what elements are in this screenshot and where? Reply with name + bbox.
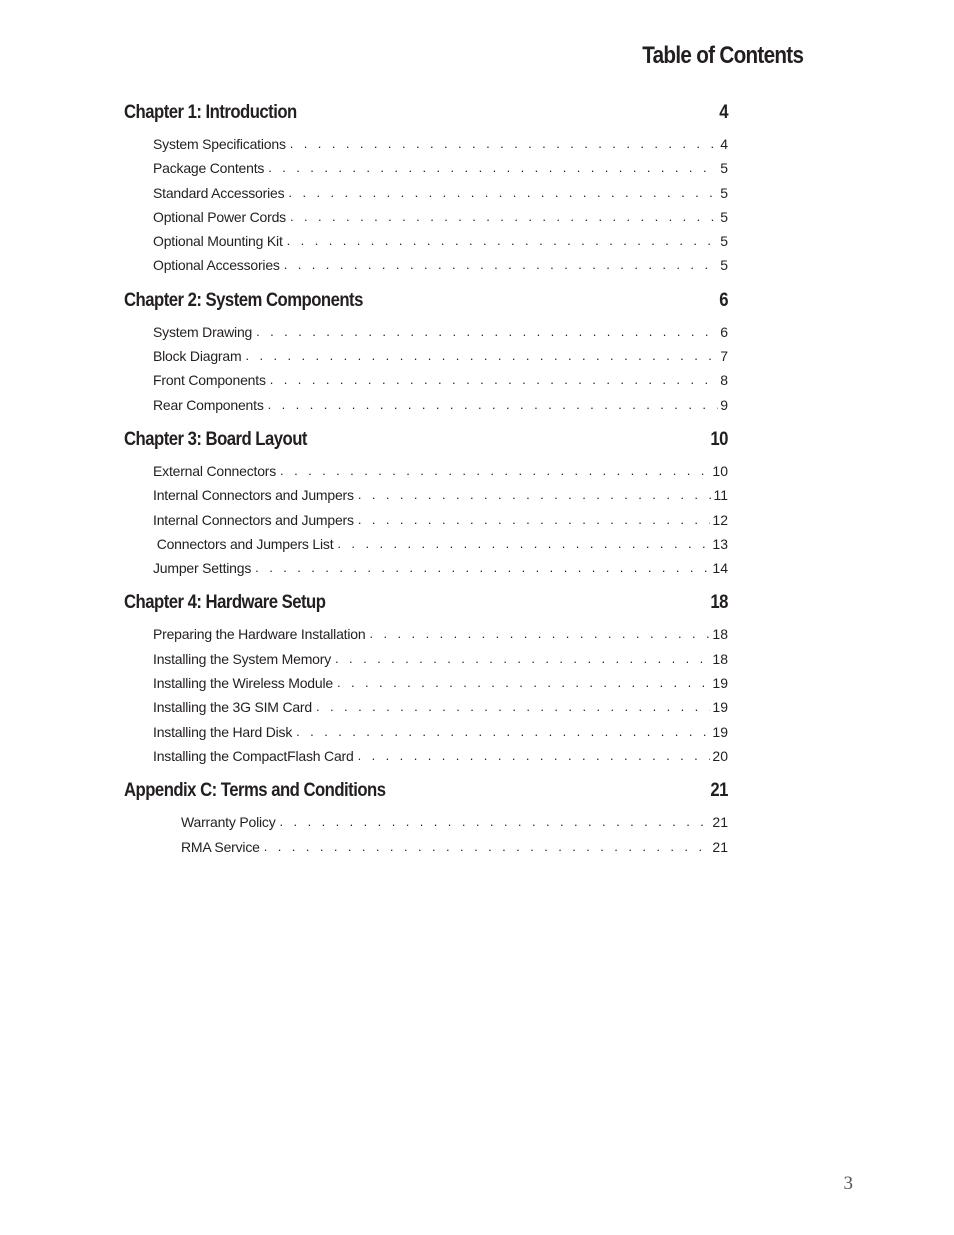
entry-page-number: 6 xyxy=(720,323,728,340)
toc-entry[interactable] xyxy=(124,560,728,584)
toc-entry[interactable] xyxy=(124,814,728,838)
dot-leader xyxy=(284,257,718,272)
entry-page-number: 13 xyxy=(712,535,728,552)
entry-title: Warranty Policy xyxy=(181,814,276,831)
toc-entry[interactable] xyxy=(124,699,728,723)
toc-entry[interactable] xyxy=(124,463,728,487)
chapter-heading[interactable] xyxy=(124,592,728,620)
chapter-entries xyxy=(124,463,728,592)
toc-entry[interactable] xyxy=(124,487,728,511)
entry-page-number: 19 xyxy=(712,699,728,716)
page-number: 3 xyxy=(843,1173,853,1194)
dot-leader xyxy=(287,233,719,248)
entry-title: Package Contents xyxy=(153,160,265,177)
entry-page-number: 5 xyxy=(720,233,728,250)
chapter-entries xyxy=(124,814,728,871)
entry-title: Installing the CompactFlash Card xyxy=(153,747,354,764)
entry-title: Jumper Settings xyxy=(153,560,252,577)
dot-leader xyxy=(268,160,718,175)
entry-title: Optional Accessories xyxy=(153,257,280,274)
entry-title: Preparing the Hardware Installation xyxy=(153,626,366,643)
entry-page-number: 19 xyxy=(712,675,728,692)
dot-leader xyxy=(290,209,718,224)
entry-page-number: 10 xyxy=(712,462,728,479)
toc-entry[interactable] xyxy=(124,185,728,209)
entry-page-number: 18 xyxy=(712,650,728,667)
entry-title: Rear Components xyxy=(153,396,264,413)
entry-page-number: 9 xyxy=(720,396,728,413)
entry-page-number: 5 xyxy=(720,160,728,177)
toc-entry[interactable] xyxy=(124,512,728,536)
dot-leader xyxy=(256,324,718,339)
chapter-title: Chapter 1: Introduction xyxy=(124,102,297,123)
toc-entry[interactable] xyxy=(124,136,728,160)
toc-entry[interactable] xyxy=(124,626,728,650)
dot-leader xyxy=(296,724,710,739)
chapter-2 xyxy=(124,290,728,429)
chapter-page-number: 21 xyxy=(710,780,728,802)
chapter-page-number: 6 xyxy=(719,289,728,311)
dot-leader xyxy=(290,136,718,151)
dot-leader xyxy=(280,814,711,829)
toc-entry[interactable] xyxy=(124,233,728,257)
entry-title: Front Components xyxy=(153,372,266,389)
appendix-c xyxy=(124,780,728,871)
dot-leader xyxy=(369,626,710,641)
toc-entry[interactable] xyxy=(124,348,728,372)
toc-entry[interactable] xyxy=(124,675,728,699)
entry-title: System Specifications xyxy=(153,136,286,152)
chapter-heading[interactable] xyxy=(124,429,728,457)
toc-entry[interactable] xyxy=(124,839,728,863)
entry-page-number: 19 xyxy=(712,723,728,740)
chapter-entries xyxy=(124,626,728,780)
entry-page-number: 5 xyxy=(720,184,728,201)
dot-leader xyxy=(335,651,710,666)
toc-entry[interactable] xyxy=(124,536,728,560)
entry-page-number: 11 xyxy=(713,487,728,504)
entry-title: Installing the Wireless Module xyxy=(153,675,333,692)
toc-entry[interactable] xyxy=(124,257,728,281)
toc-entry[interactable] xyxy=(124,160,728,184)
entry-title: Installing the 3G SIM Card xyxy=(153,699,312,716)
chapter-3 xyxy=(124,429,728,592)
toc-entry[interactable] xyxy=(124,748,728,772)
dot-leader xyxy=(268,397,719,412)
entry-title: Optional Mounting Kit xyxy=(153,233,283,250)
dot-leader xyxy=(337,536,710,551)
entry-page-number: 21 xyxy=(712,814,728,831)
toc-entry[interactable] xyxy=(124,724,728,748)
dot-leader xyxy=(280,463,710,478)
toc-entry[interactable] xyxy=(124,397,728,421)
entry-title: Block Diagram xyxy=(153,348,242,365)
entry-page-number: 5 xyxy=(720,257,728,274)
chapter-4 xyxy=(124,592,728,780)
chapter-page-number: 18 xyxy=(710,592,728,614)
toc-entry[interactable] xyxy=(124,372,728,396)
chapter-heading[interactable] xyxy=(124,102,728,130)
entry-page-number: 12 xyxy=(712,511,728,528)
dot-leader xyxy=(358,748,711,763)
dot-leader xyxy=(358,512,711,527)
dot-leader xyxy=(255,560,710,575)
entry-title: RMA Service xyxy=(181,838,260,855)
chapter-title: Chapter 4: Hardware Setup xyxy=(124,592,326,614)
entry-page-number: 14 xyxy=(712,560,728,577)
chapter-heading[interactable] xyxy=(124,780,728,808)
dot-leader xyxy=(316,699,710,714)
entry-title: Optional Power Cords xyxy=(153,208,286,225)
page-title: Table of Contents xyxy=(641,42,803,69)
entry-title: System Drawing xyxy=(153,323,253,340)
chapter-title: Chapter 2: System Components xyxy=(124,289,363,311)
dot-leader xyxy=(337,675,710,690)
entry-title: External Connectors xyxy=(153,462,277,479)
entry-title: Installing the Hard Disk xyxy=(153,723,293,740)
chapter-entries xyxy=(124,136,728,290)
table-of-contents xyxy=(124,102,728,871)
entry-page-number: 21 xyxy=(712,838,728,855)
chapter-entries xyxy=(124,324,728,429)
dot-leader xyxy=(264,839,711,854)
toc-entry[interactable] xyxy=(124,651,728,675)
chapter-1 xyxy=(124,102,728,290)
entry-title: Connectors and Jumpers List xyxy=(153,535,334,552)
dot-leader xyxy=(270,372,718,387)
chapter-title: Chapter 3: Board Layout xyxy=(124,428,307,450)
entry-title: Internal Connectors and Jumpers xyxy=(153,487,354,504)
entry-page-number: 4 xyxy=(720,136,728,152)
chapter-heading[interactable] xyxy=(124,290,728,318)
chapter-page-number: 4 xyxy=(719,102,728,123)
dot-leader xyxy=(245,348,718,363)
entry-page-number: 7 xyxy=(720,348,728,365)
dot-leader xyxy=(358,487,712,502)
toc-entry[interactable] xyxy=(124,324,728,348)
entry-title: Standard Accessories xyxy=(153,184,285,201)
toc-entry[interactable] xyxy=(124,209,728,233)
entry-page-number: 8 xyxy=(720,372,728,389)
entry-title: Installing the System Memory xyxy=(153,650,332,667)
entry-page-number: 20 xyxy=(712,747,728,764)
dot-leader xyxy=(288,185,718,200)
chapter-page-number: 10 xyxy=(710,428,728,450)
entry-page-number: 18 xyxy=(712,626,728,643)
entry-page-number: 5 xyxy=(720,208,728,225)
entry-title: Internal Connectors and Jumpers xyxy=(153,511,354,528)
chapter-title: Appendix C: Terms and Conditions xyxy=(124,780,386,802)
